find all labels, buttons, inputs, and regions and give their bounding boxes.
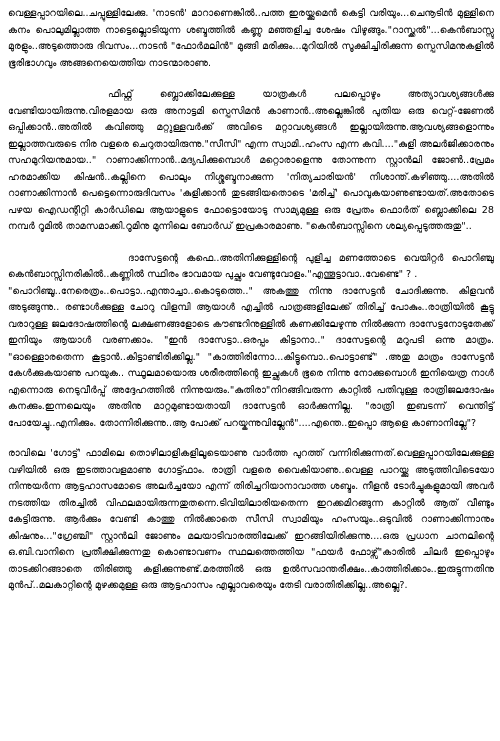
paragraph-5: രാവിലെ 'ഗോട്ട്' ഫാമിലെ തൊഴിലാളികളിലൂടെയാണു വാർത്ത പുറത്ത് വന്നിരിക്കുന്നത്.വെള്ളപ്പാറയിലേക്കുള്ള വഴിയിൽ ഒരു ഇടത്താവളമാണു ഗോട്ട്ഫാം. രാത്രി വളരെ വൈകിയാണു..വെള്ള പാറയ്ക്കു അടുത്തിവിടെയോ നിന്നുയർന്ന ആട്ടഹാസമോടെ അലർച്ചയോ എന്ന് തിരിച്ചറിയാനാവാത്ത ശബ്ദം. നീളൻ ടോർച്ചുകളുമായി അവർ നടത്തിയ തിരച്ചിൽ വിഫലമായിരുന്നതുതന്നെ.ടിവിയിലാരിയതെന്ന ഇറക്കമിറങ്ങുന്ന കാറ്റിൽ ആത് വീണ്ടും കേട്ടിരുന്നു. ആർക്കും വേണ്ടി കാത്തു നിൽക്കാതെ സീസി സ്വാമിയും ഹംസയും..ഒടുവിൽ റാണാക്കിന്നാനും കിഷനും..."ഗ്രേഞ്ചി" സ്റ്റാൻലി ജോണും മലയാടിവാരത്തിലേക്ക് ഇറങ്ങിയിരിക്കുന്നു....ഒരു പ്രധാന ചാനലിന്റെ ഒ.ബി.വാനിനെ പ്രതീക്ഷിക്കുന്നതു കൊണ്ടാവണം സ്ഥലത്തെത്തിയ "ഫയർ ഫോഴ്സ്"കാരിൽ ചിലർ ഇപ്പൊഴും താടക്കിറങ്ങാതെ തിരിഞ്ഞു കളിക്കുന്നുണ്ട്.മരത്തിൽ ഒരു ഉൽസവാന്തരീക്ഷം..കാത്തിരിക്കാം..ഇരുട്ടുന്നതിനു മുൻപ്..മലകാറ്റിന്റെ മുഴക്കമുള്ള ഒരു ആട്ടഹാസം എല്ലാവരെയും തേടി വരാതിരിക്കില്ല..അല്ലെ?. — [8, 448, 494, 591]
paragraph-1: വെള്ളപ്പാറയിലെ..ചപ്പുള്ളിലേക്കു. 'നാടൻ' മാറാണെങ്കിൽ..പത്ത ഇരയ്ക്കുമെൻ കെട്ടി വരിയും...ചെനൂടിൻ മുള്ളിനെ കനം പൊലുമില്ലാത്ത നാട്ടെല്ലൊടിയുന്ന ശബ്ദത്തിൽ കണ്ണു മഞ്ഞളിച്ച ശേഷം വിഴുങ്ങും."റാസ്ക്കൽ"...കെൻബാസ്സു മുരളും..അടുത്തൊരു ദിവസം...നാടൻ "ഫോർമലിൻ" മുങ്ങി മരിക്കും...മുറിയിൽ സൂക്ഷിച്ചിരിക്കുന്ന സ്പെസിമനുകളിൽ ഭൂരിഭാഗവും അങ്ങനെയെത്തിയ നാടന്മാരാണു. — [8, 8, 494, 69]
paragraph-3: ദാസേട്ടന്റെ കഫെ..അതിനിക്കുള്ളിന്റെ പുളിച്ച മണത്തോടെ വെയിറ്റർ പൊറിഞ്ചു കെൻബാസ്സിനരികിൽ..കണ്ണിൽ സ്ഥിരം ഭാവമായ പുച്ഛം വേണ്ടുവോളം."എന്തൂട്ടാവാ..വേണ്ടെ" ? . — [8, 252, 494, 280]
document-page — [8, 6, 494, 595]
paragraph-2: ഫിഫ്റ്റ് ബ്ലൊക്കിലേക്കുള്ള യാത്രകൾ പലപ്പൊഴും അത്യാവശ്യങ്ങൾക്കു വേണ്ടിയായിരുന്നു.വിരളമായ ഒരു അനാട്ടമി സ്പെസിമൻ കാണാൻ..അല്ലെങ്കിൽ പുതിയ ഒരു വെറ്റ്-ജേണൽ ഒപ്പിക്കാൻ..അതിൽ കവിഞ്ഞു മറ്റുള്ളവർക്ക് അവിടെ മറ്റാവശ്യങ്ങൾ ഇല്ലായിരുന്നു.ആവശ്യങ്ങളൊന്നും ഇല്ലാത്തവരുടെ നിര വളരെ ചെറുതായിരുന്നു."സീസി" എന്ന സ്വാമി..ഹംസ എന്ന കവി...."കുളി അലർജിക്കാരനും സഹമുറിയനുമായ.." റാണാക്കിന്നാൻ..മദ്യപിക്കുമ്പൊൾ മറ്റൊരാളെന്നു തോന്നുന്ന സ്റ്റാൻലി ജോൺ..പ്രേമം ഹരമാക്കിയ കിഷൻ..കല്ലിനെ പൊലും നിശ്ശബ്ദനാക്കുന്ന 'നിത്യചാരിയൻ' നിശാന്ത്.കഴിഞ്ഞു....അതിൽ റാണാക്കിന്നാൻ പെട്ടെന്നൊരുദിവസം 'കുളിക്കാൻ തുടങ്ങിയതൊടെ 'മരിച്ച്' പൊവുകയാണുണ്ടായത്.അതോടെ പഴയ ഐഡന്റിറ്റി കാർഡിലെ ആയാളുടെ ഫോട്ടൊയോടു സാമ്യമുള്ള ഒരു പ്രേതം ഫൊർത് ബ്ലൊക്കിലെ 28 നമ്പർ റൂമിൽ താമസമാക്കി.റൂമിനു മുന്നിലെ ബോർഡ് ഇപ്രകാരമാണു. "കെൻബാസ്സിനെ ശല്യപ്പെടുത്തരുതു".. — [8, 89, 494, 232]
paragraph-4: "പൊറിഞ്ചൂ..നേരെത്രം..പൊട്ടാ..എന്താച്ചാ..കൊടുത്തെ.." അകത്തു നിന്നു ദാസേട്ടൻ ചോദിക്കുന്നു. കിളവൻ അടുങ്ങുന്നു.. രണ്ടാൾക്കുള്ള ചോറു വിളമ്പി ആയാൾ എച്ചിൽ പാത്രങ്ങളിലേക്ക് തിരിച്ച് പോകും..രാത്രിയിൽ കൂട്ടു വരാറുള്ള ജലദോഷത്തിന്റെ ലക്ഷണങ്ങളോടെ കൗണ്ടറിനുള്ളിൽ കണക്കിലേഴുന്നു നിൽക്കുന്ന ദാസേട്ടനോടുതേക്ക് ഇനിയും ആയാൾ വരണക്കാം. "ഇൻ ദാസേട്ടാ..ഒരപ്പം കിട്ടാനാ.." ദാസേട്ടന്റെ മറുപടി ഒന്നു മാത്രം. "ഓള്ളൊരതെന്ന കൂട്ടാൻ..കിട്ടാണ്ടിരിക്കില്ല." "കാത്തിരിന്നോ...കിട്ടൂമ്പൊ..പൊട്ടാണ്ട്" .അതു മാത്രം ദാസേട്ടൻ കേൾക്കുകയാണു പറയുക.. സ്ഥൂലമായൊരു ശരീരത്തിന്റെ ഇച്ഛകൾ ഭൂരെ നിന്നു നോക്കുമ്പൊൾ ഇനിയെത്ര നാൾ എന്നൊരു നെടുവീർപ്പ് അദ്ദേഹത്തിൽ നിന്നുയരും."കുതിരാ"നിറങ്ങിവരുന്ന കാറ്റിൽ പതിവുള്ള രാത്രിജലദോഷം കനക്കും.ഇന്നലെയും അതിനു മാറ്റമുണ്ടായതായി ദാസേട്ടൻ ഓർക്കുന്നില്ല. "രാത്രി ഇബടന്ന് വെന്തിട്ട് പോയേച്ചു..എനിക്കും. തോന്നിരിക്കുന്നു..ആ പോക്ക് പറയ്കന്നുവില്ലേൻ"....എന്തെ..ഇപ്പൊ ആളെ കാണാനില്ലേ"? — [8, 285, 494, 429]
